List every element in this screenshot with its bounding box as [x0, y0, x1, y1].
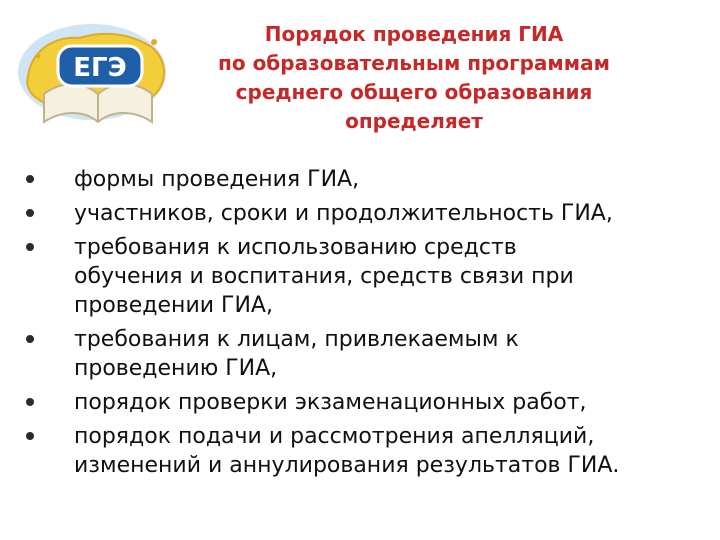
list-item-line: порядок подачи и рассмотрения апелляций, — [74, 424, 595, 449]
ege-logo-icon — [14, 16, 174, 136]
list-item-line: проведению ГИА, — [74, 356, 278, 381]
list-item-line: требования к лицам, привлекаемым к — [74, 327, 519, 352]
bullet-icon — [26, 175, 34, 183]
list-item — [26, 233, 696, 320]
page-title — [190, 20, 638, 136]
bullet-icon — [26, 335, 34, 343]
list-item — [26, 165, 696, 194]
list-item-line: порядок проверки экзаменационных работ, — [74, 390, 587, 415]
list-item — [26, 325, 696, 383]
bullet-icon — [26, 398, 34, 406]
bullet-icon — [26, 432, 34, 440]
logo-star-2 — [36, 54, 41, 59]
list-item — [26, 199, 696, 228]
list-item-line: обучения и воспитания, средств связи при — [74, 264, 574, 289]
list-item-line: проведении ГИА, — [74, 293, 273, 318]
title-line: среднего общего образования — [235, 80, 593, 104]
list-item-line: формы проведения ГИА, — [74, 167, 360, 192]
list-item-line: требования к использованию средств — [74, 235, 517, 260]
title-line: Порядок проведения ГИА — [264, 22, 564, 46]
list-item — [26, 422, 696, 480]
title-line: определяет — [345, 109, 483, 133]
list-item — [26, 388, 696, 417]
bullet-icon — [26, 243, 34, 251]
title-line: по образовательным программам — [218, 51, 610, 75]
list-item-line: участников, сроки и продолжительность ГИА, — [74, 201, 613, 226]
logo-star-1 — [151, 39, 157, 45]
bullet-list — [26, 165, 696, 485]
bullet-icon — [26, 209, 34, 217]
logo-text: ЕГЭ — [73, 53, 127, 83]
list-item-line: изменений и аннулирования результатов ГИА. — [74, 453, 620, 478]
